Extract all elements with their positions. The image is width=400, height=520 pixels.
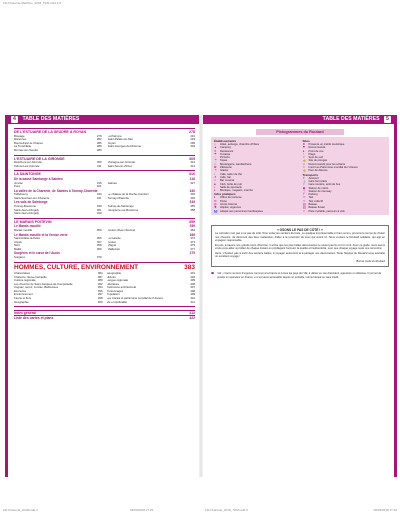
toc-entry-title: Dampierre-sur-Boutonne — [107, 208, 139, 212]
pictogram-label: Taxi — [308, 196, 314, 200]
emergency-note — [211, 272, 389, 279]
toc-subsection-page: 379 — [189, 251, 195, 256]
toc-entry-page: 340 — [96, 193, 102, 197]
pictograms-title: Pictogrammes du Routard — [256, 129, 344, 135]
right-edge-strip — [394, 124, 397, 477]
right-header-title: TABLE DES MATIÈRES — [322, 116, 380, 122]
toc-entry-page: 401 — [190, 272, 195, 276]
toc-columns — [14, 237, 195, 251]
editorial-paragraph: Et puis, à travers nos grands tours d'horizon, il arrive que les plus belles découvertes ne soient pas là où l'on croit. Avec ce guide, nous avons voulu vous aider à profiter de chaque instant en privilégiant l'accueil, la qualité et l'authenticité, pour que chaque voyage reste une rencontre. — [215, 243, 385, 251]
toc-entry-page: 313 — [190, 164, 195, 168]
toc-entry — [14, 212, 102, 216]
toc-entry-title: Faune et flore — [14, 296, 32, 300]
toc-entry-page: 296 — [190, 141, 195, 145]
toc-entry-page: 411 — [190, 300, 195, 304]
right-page — [203, 115, 397, 477]
toc-entry-page: 304 — [190, 145, 195, 149]
pictogram-icon: ⚐ — [302, 156, 306, 160]
toc-section-page: 316 — [189, 172, 195, 177]
pictograms-legend — [211, 137, 389, 215]
pictogram-label: Inscrit au Patrimoine mondial de l'Unesco — [308, 166, 358, 170]
toc-entry-title: Bourcefranc-le-Chapus — [14, 141, 43, 145]
toc-entry-page: 392 — [97, 282, 103, 286]
toc-entry-page: 345 — [190, 193, 195, 197]
toc-end-title: Liste des cartes et plans — [14, 316, 54, 321]
toc-section-title: DE L'ESTUAIRE DE LA SEUDRE À ROYAN — [14, 130, 87, 134]
toc-section — [14, 170, 195, 215]
toc-entry-title: Géographie — [14, 300, 29, 304]
toc-entry — [14, 256, 102, 260]
toc-entry-title: Mortagne-sur-Gironde — [107, 161, 136, 165]
toc-entry-page: 406 — [190, 282, 195, 286]
toc-entry-page: 379 — [96, 255, 102, 259]
toc-columns — [14, 256, 195, 260]
pictogram-label: Camping — [220, 146, 231, 150]
toc-entry-title: Jonzac — [14, 181, 23, 185]
toc-entry-title: Saint-Savinien-sur-Charente — [14, 196, 50, 200]
pictogram-icon: ⚑ — [302, 146, 306, 150]
toc-subsection-title: Le Marais mouillé et la Venise verte — [14, 232, 68, 237]
toc-entry — [14, 149, 102, 153]
toc-entry-title: Niort — [14, 244, 20, 248]
pictogram-label: Recommandé — [308, 146, 326, 150]
toc-body — [14, 128, 195, 321]
toc-entry-title: Littérature — [106, 282, 120, 286]
pictogram-icon: ★ — [302, 143, 306, 146]
toc-entry-page: 389 — [97, 279, 103, 283]
pictogram-icon: ⛳ — [302, 159, 306, 163]
pictogram-icon: ☕ — [214, 159, 218, 163]
pictogram-icon: @ — [214, 203, 217, 207]
pictogram-icon: ▲ — [214, 146, 217, 150]
pictogram-icon: ▣ — [302, 186, 306, 190]
toc-entry-page: 369 — [96, 247, 102, 251]
toc-entry — [108, 229, 196, 233]
pictogram-label: Glacier — [220, 169, 229, 173]
pictograms-head-trans: Transports — [302, 172, 319, 177]
toc-entry-title: Maillezais — [107, 247, 120, 251]
toc-entry — [108, 209, 196, 213]
toc-column-right — [108, 161, 196, 168]
toc-column-left — [14, 161, 102, 168]
phone-icon: ☎ — [211, 272, 215, 276]
toc-entry-title: Talmont-sur-Gironde — [14, 164, 40, 168]
toc-entry — [108, 248, 196, 252]
pictogram-icon: ▭ — [302, 196, 306, 200]
toc-entry-page: 368 — [96, 244, 102, 248]
toc-entry-page: 396 — [97, 289, 103, 293]
toc-entry-page: 372 — [190, 237, 195, 241]
pictogram-icon: ✕ — [214, 149, 217, 153]
culture-columns — [14, 272, 195, 304]
toc-column-left — [14, 182, 102, 189]
toc-entry-page: 402 — [190, 275, 195, 279]
toc-entry-page: 373 — [190, 240, 195, 244]
toc-subsection-page: 340 — [189, 188, 195, 193]
pictogram-label: Bateau — [308, 203, 318, 207]
pictogram-icon: ♫ — [214, 179, 217, 183]
toc-entry-page: 400 — [97, 300, 103, 304]
toc-entry-title: Saint-Hilaire-la-Palud — [14, 237, 41, 241]
culture-column-right — [107, 272, 196, 304]
toc-entry-title: Aulnay-de-Saintonge — [107, 204, 134, 208]
toc-entry-title: Les marais et patrimoine mondial de l'Unesco — [106, 296, 163, 300]
toc-column-left — [14, 205, 102, 216]
culture-column-left — [14, 272, 103, 304]
toc-entry-title: Magné — [107, 244, 117, 248]
toc-entry-page: 293 — [190, 138, 195, 142]
toc-entry — [108, 145, 196, 149]
toc-entry-page: 355 — [190, 204, 195, 208]
toc-end-page: 412 — [189, 310, 195, 315]
pictogram-icon: ☂ — [214, 152, 217, 156]
pictogram-label: Point de vue — [308, 149, 324, 153]
pictograms-head-etab: Établissements — [214, 139, 237, 143]
right-page-number: 5 — [384, 116, 391, 123]
pictogram-icon: ⚐ — [302, 209, 306, 213]
toc-entry-page: 407 — [190, 286, 195, 290]
toc-entry-title: Tonnay-Charente — [107, 196, 129, 200]
pictogram-item — [214, 210, 298, 213]
left-header-bar — [5, 115, 199, 124]
footer-left-file: FR-Charente_2018.indd 4 — [3, 508, 38, 512]
toc-entry-title: Personnages — [106, 289, 123, 293]
pictogram-icon: ◔ — [214, 156, 216, 160]
culture-heading — [14, 264, 195, 272]
toc-section — [14, 218, 195, 260]
editorial-heading: « OSONS LE PAS DE CÔTÉ ! » — [277, 227, 323, 232]
toc-entry-title: Arçais — [14, 240, 22, 244]
toc-columns — [14, 205, 195, 216]
toc-entry-title: Pons — [14, 185, 21, 189]
pictogram-label: Café, bar — [220, 175, 232, 179]
toc-entry-page: 312 — [190, 161, 195, 165]
footer-right-file: FR-Charente_2018_TDM.indd 5 — [205, 508, 248, 512]
toc-entry-title: Brouage — [14, 134, 25, 138]
toc-entry-page: 358 — [190, 208, 195, 212]
pictogram-label: Club, boîte de nuit — [220, 182, 242, 186]
toc-entry-title: Saintes — [107, 181, 117, 185]
toc-entry-title: Tonnay-Boutonne — [14, 204, 36, 208]
pictogram-icon: ◐ — [214, 185, 216, 189]
toc-entry-page: 351 — [96, 208, 102, 212]
pictogram-icon: P — [302, 193, 305, 197]
pictogram-label: Pâtisserie — [220, 166, 232, 170]
pictogram-icon: ⚓ — [302, 179, 306, 183]
pictogram-icon: ♿ — [214, 209, 218, 213]
toc-entry-page: 309 — [96, 161, 102, 165]
toc-columns — [14, 161, 195, 168]
pictogram-label: Boutique, magasin, marché — [220, 189, 253, 193]
pictogram-label: Tapas — [220, 159, 228, 163]
pictogram-label: Gare routière, arrêt de bus — [308, 183, 341, 187]
toc-columns — [14, 193, 195, 200]
pictograms-list-sites — [303, 143, 387, 173]
toc-entry-page: 359 — [96, 228, 102, 232]
toc-section-page: 309 — [189, 156, 195, 161]
pictogram-icon: ✦ — [214, 175, 217, 179]
book-spread — [5, 115, 397, 477]
pictogram-label: Parc de détente — [308, 169, 328, 173]
toc-columns — [14, 182, 195, 189]
toc-entry-page: 367 — [96, 240, 102, 244]
pictogram-icon: ⛳ — [302, 169, 306, 173]
toc-section-page: 278 — [189, 130, 195, 134]
toc-section-title: LA SAINTONGE — [14, 172, 41, 177]
toc-entry-page: 362 — [190, 228, 195, 232]
pictogram-icon: ☆ — [302, 166, 306, 170]
pictogram-label: Station de métro — [308, 186, 329, 190]
toc-entry-page: 366 — [96, 237, 102, 241]
toc-entry-page: 349 — [96, 204, 102, 208]
toc-entry-page: 387 — [97, 275, 103, 279]
left-page — [5, 115, 199, 477]
pictogram-label: Boulangerie, sandwicherie — [220, 162, 252, 166]
toc-entry-title: Coulon — [107, 240, 117, 244]
toc-section-title: LE MARAIS POITEVIN — [14, 219, 52, 224]
pictogram-label: Restaurant — [220, 149, 234, 153]
toc-column-right — [108, 193, 196, 200]
left-page-number: 4 — [11, 116, 18, 123]
pictogram-label: Plage — [308, 152, 316, 156]
toc-entry-title: Cognac, terroir, Jonzac, Barbezieux — [14, 286, 59, 290]
toc-column-left — [14, 237, 102, 251]
toc-entry-title: Cuisine régionale — [14, 279, 36, 283]
toc-entry-title: Vie et spiritualité — [106, 300, 127, 304]
toc-entry-page: 349 — [96, 212, 102, 216]
right-header-bar — [203, 115, 397, 124]
toc-entry-title: Charentaises — [14, 272, 31, 276]
editorial-paragraph: Alors, n'hésitez pas à sortir des sentiers battus, à voyager autrement et à partager vos découvertes. Toute l'équipe du Routard vous souhaite un excellent voyage ! — [215, 251, 385, 259]
toc-subsection-page: 349 — [189, 200, 195, 205]
toc-entry-title: Coulon (Deux-Sèvres) — [107, 228, 136, 232]
toc-entry — [14, 165, 102, 169]
pictogram-label: Hôpital, urgences — [220, 206, 241, 210]
emergency-note-text: 112 : c'est le numéro d'urgence commun à la France et à tous les pays de l'UE, à utiliser en cas d'accident, agression ou détresse. Il permet de joindre un opérateur en France, et il est aussi accessible depuis un portable, même bloqué ou sans crédit. — [217, 272, 382, 279]
pictogram-icon: ≈ — [302, 152, 305, 156]
pictogram-label: Office de tourisme — [220, 196, 242, 200]
pictograms-col-right — [303, 139, 387, 213]
toc-end-page: 422 — [189, 316, 195, 321]
pictogram-label: Gare ferroviaire — [308, 179, 328, 183]
toc-entry-page: 375 — [190, 244, 195, 248]
toc-subsection-page: 359 — [189, 224, 195, 229]
toc-entry-title: La Palmyre — [107, 134, 122, 138]
pictogram-label: Café, salon de thé — [220, 172, 242, 176]
pictogram-label: Accès Internet — [220, 203, 238, 207]
toc-section-title: L'ESTUAIRE DE LA GIRONDE — [14, 156, 65, 161]
pictogram-icon: ✈ — [302, 176, 305, 180]
pictogram-label: Salle de spectacle — [220, 185, 242, 189]
toc-entry-page: 377 — [190, 247, 195, 251]
editorial-paragraph: La curiosité n'est pas à ne pas de côté. Pour éviter les sentiers de foule, ou quelque incontournable et bien connu, prenons le temps de choisir nos chemins, de découvrir des lieux inattendus, d'aller à la rencontre de ceux qui vivent ici. Nous voulons le Routard solidaire, qui agit en voyageur responsable. — [215, 232, 385, 243]
toc-entry-page: 394 — [97, 286, 103, 290]
pictogram-label: Bar musical — [220, 179, 235, 183]
toc-column-right — [108, 135, 196, 153]
pictogram-label: Aéroport — [308, 176, 319, 180]
toc-subsection-page: 316 — [189, 176, 195, 181]
pictogram-icon: ✿ — [214, 166, 217, 170]
pictograms-list-etab — [214, 143, 298, 192]
pictogram-icon: ✉ — [214, 199, 217, 203]
pictogram-icon: ⛴ — [302, 203, 307, 207]
toc-end-title: Index général — [14, 310, 36, 315]
pictograms-list-info — [214, 196, 298, 212]
toc-entry-title: Mornac-sur-Seudre — [14, 148, 39, 152]
toc-entry-title: Les chemins de Saint-Jacques-de-Compostelle — [14, 282, 73, 286]
toc-entry — [108, 197, 196, 201]
toc-entry-title: Charente, fleuve tranquille — [14, 275, 47, 279]
toc-column-left — [14, 256, 102, 260]
toc-subsection-title: La vallée de la Charente, de Saintes à Tonnay-Charente — [14, 188, 98, 193]
pictogram-label: Présente un intérêt touristique — [308, 143, 345, 146]
toc-column-left — [14, 135, 102, 153]
toc-entry-title: Économie — [14, 289, 27, 293]
toc-subsection-title: Surgères et le cœur de l'Aunis — [14, 251, 60, 256]
toc-entry-title: La Garette — [107, 237, 121, 241]
toc-entry-page: 311 — [97, 164, 102, 168]
pictogram-label: Recommandé pour les enfants — [308, 162, 346, 166]
toc-subsection-page: 366 — [189, 232, 195, 237]
toc-entry — [108, 182, 196, 186]
pictogram-item — [303, 210, 387, 213]
pictogram-label: Taxi collectif — [308, 199, 323, 203]
toc-entry — [108, 165, 196, 169]
pictogram-icon: ♦ — [214, 189, 216, 193]
toc-entry-title: Meschers-sur-Gironde — [14, 161, 42, 165]
pictogram-label: Poste — [220, 199, 227, 203]
toc-entry — [14, 301, 103, 305]
toc-section — [14, 155, 195, 169]
toc-entry-title: Saint-Palais-sur-Mer — [107, 138, 133, 142]
editorial-signature: Bonne route du Routard — [356, 259, 385, 263]
toc-entry-page: 346 — [190, 196, 195, 200]
toc-subsection-title: De la basse Saintonge à Saintes — [14, 176, 63, 181]
toc-entry-title: Histoire — [106, 275, 116, 279]
toc-subsection-title: Les vals de Saintonge — [14, 200, 48, 205]
pictogram-icon: ⛴ — [302, 206, 307, 210]
toc-end-row — [14, 315, 195, 321]
footer-right-date: 09/03/2018 17:26 — [373, 508, 397, 512]
toc-column-right — [108, 229, 196, 233]
pictogram-label: Adapté aux personnes handicapées — [220, 209, 263, 213]
toc-columns — [14, 135, 195, 153]
pictogram-icon: ♣ — [214, 182, 216, 186]
toc-entry-title: Population — [106, 293, 120, 297]
pictogram-icon: ℹ — [214, 196, 216, 200]
toc-entry-page: 291 — [190, 134, 195, 138]
pictogram-label: Bateau fluvial — [308, 206, 325, 210]
pictogram-label: Hôtel, auberge, chambre d'hôtes — [220, 143, 259, 146]
pictogram-icon: ♣ — [302, 149, 305, 153]
pictograms-list-trans — [303, 177, 387, 213]
toc-entry-page: 288 — [96, 145, 102, 149]
toc-entry-title: Saint-Jean-d'Angély — [14, 208, 39, 212]
toc-entry-title: Environnement — [14, 293, 33, 297]
toc-entry-page: 289 — [96, 148, 102, 152]
toc-section — [14, 128, 195, 152]
toc-section-page: 359 — [189, 219, 195, 224]
toc-entry-title: Saint-Seurin-d'Uzet — [107, 164, 132, 168]
toc-column-right — [108, 182, 196, 189]
toc-entry-title: Saint-Jean-d'Angély — [14, 212, 39, 216]
toc-entry-page: 398 — [97, 296, 103, 300]
left-header-title: TABLE DES MATIÈRES — [22, 116, 80, 122]
pictogram-icon: ✚ — [214, 206, 217, 210]
toc-column-left — [14, 193, 102, 200]
toc-entry-title: Saint-Georges-de-Didonne — [107, 145, 141, 149]
pictograms-col-left — [214, 139, 298, 213]
toc-entry-page: 408 — [190, 289, 195, 293]
toc-entry-page: 316 — [96, 181, 102, 185]
pictogram-icon: ▭ — [302, 199, 306, 203]
toc-entry-title: Langue régionale — [106, 279, 129, 283]
pictogram-icon: ♨ — [214, 162, 217, 166]
toc-column-right — [108, 205, 196, 216]
toc-entry-page: 384 — [97, 272, 103, 276]
toc-entry-page: 321 — [96, 185, 102, 189]
toc-entry-page: 409 — [190, 293, 195, 297]
pictogram-icon: ⚐ — [302, 183, 306, 187]
pictogram-icon: ⌂ — [214, 143, 216, 146]
pictogram-label: Site de plongée — [308, 159, 328, 163]
toc-entry-title: Maillé — [14, 247, 22, 251]
toc-entry-title: Taillebourg — [14, 193, 28, 197]
toc-column-right — [108, 237, 196, 251]
toc-entry-page: 278 — [96, 134, 102, 138]
pictogram-icon: ▢ — [302, 189, 306, 193]
toc-entry-page: 282 — [96, 138, 102, 142]
left-edge-strip — [5, 124, 8, 477]
toc-column-right — [108, 256, 196, 260]
pictogram-label: Terrasse — [220, 152, 231, 156]
culture-page: 383 — [184, 264, 195, 272]
toc-entry-title: Patrimoine architectural — [106, 286, 136, 290]
toc-entry-page: 410 — [190, 296, 195, 300]
pictogram-icon: ☕ — [214, 169, 218, 173]
pictogram-label: Station de tramway — [308, 189, 332, 193]
toc-entry-title: Marennes — [14, 138, 27, 142]
toc-entry-page: 341 — [96, 196, 102, 200]
pictogram-label: Spot de surf — [308, 156, 323, 160]
toc-entry-title: Géographie — [106, 272, 122, 276]
pictogram-label: Pizzeria — [220, 156, 230, 160]
toc-entry-title: Royan — [107, 141, 116, 145]
pictogram-label: Parking — [308, 193, 318, 197]
pictogram-icon: ♪ — [214, 172, 216, 176]
editorial-box — [211, 225, 389, 268]
culture-title: HOMMES, CULTURE, ENVIRONNEMENT — [14, 264, 139, 272]
toc-entry-page: 405 — [190, 279, 195, 283]
toc-entry-page: 327 — [190, 181, 195, 185]
toc-entry-page: 286 — [96, 141, 102, 145]
toc-entry-title: La Tremblade — [14, 145, 32, 149]
pictograms-head-info: Infos pratiques — [214, 192, 236, 197]
footer-left-date: 09/03/2018 17:26 — [130, 508, 154, 512]
toc-subsection-title: Le Marais mouillé — [14, 224, 41, 229]
pictogram-label: Piste cyclable, parcours à vélo — [308, 209, 345, 213]
pictogram-icon: ☺ — [302, 162, 306, 166]
culture-section — [14, 262, 195, 307]
toc-entry-title: Surgères — [14, 255, 26, 259]
pictograms-head-sites: Sites — [302, 139, 310, 143]
toc-entry-page: 397 — [97, 293, 103, 297]
toc-entry-title: Marais mouillé — [14, 228, 33, 232]
toc-entry-title: Le château de la Roche-Courbon — [107, 193, 149, 197]
toc-entry — [107, 301, 196, 305]
